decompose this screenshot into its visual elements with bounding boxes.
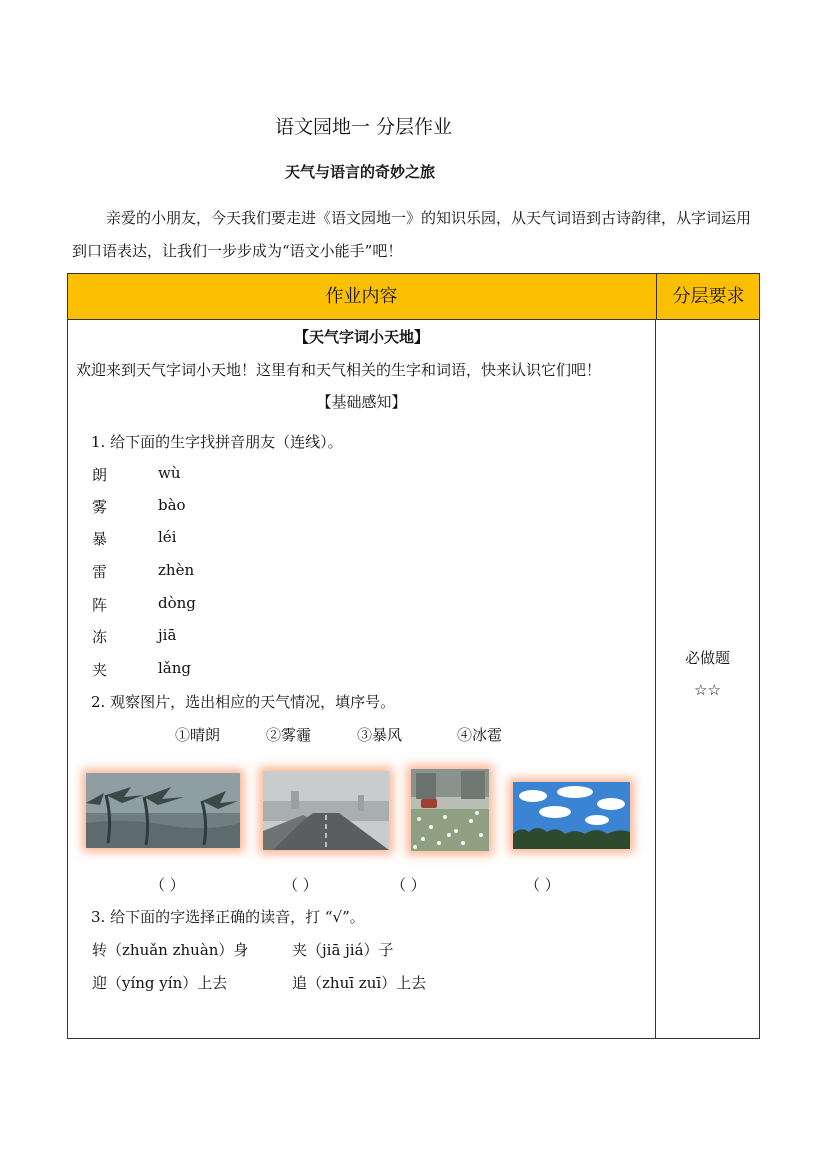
section-title: 【天气字词小天地】 [293,328,429,346]
q1-pinyin: lǎng [158,659,192,677]
q3-prompt: 3. 给下面的字选择正确的读音，打 “√”。 [91,908,365,926]
q2-blank: （ ） [283,876,318,894]
section-sub: 【基础感知】 [316,393,407,411]
q1-prompt: 1. 给下面的生字找拼音朋友（连线）。 [91,433,343,451]
q1-pinyin: zhèn [158,561,195,579]
q2-prompt: 2. 观察图片，选出相应的天气情况，填序号。 [91,693,396,711]
q1-pinyin: bào [158,496,186,514]
smog-photo [263,771,389,850]
q2-option: ④冰雹 [457,726,503,744]
section-welcome: 欢迎来到天气字词小天地！这里有和天气相关的生字和词语，快来认识它们吧！ [76,361,602,379]
intro-paragraph: 亲爱的小朋友，今天我们要走进《语文园地一》的知识乐园，从天气词语到古诗韵律，从字词运用到口语表达，让我们一步步成为“语文小能手”吧！ [72,209,752,260]
page-title: 语文园地一 分层作业 [274,116,453,138]
requirement-label: 必做题 [684,649,730,667]
q3-item: 转（zhuǎn zhuàn）身 [92,941,249,959]
q2-blank: （ ） [525,876,560,894]
subtitle: 天气与语言的奇妙之旅 [284,163,435,181]
requirement-stars: ☆☆ [694,681,721,699]
q1-char: 雷 [92,563,108,581]
q1-char: 雾 [92,498,108,516]
q2-option: ③暴风 [357,726,403,744]
q1-char: 冻 [92,628,108,646]
q2-blank: （ ） [150,876,185,894]
sunny-photo [513,782,630,849]
q2-blank: （ ） [391,876,426,894]
q2-option: ①晴朗 [175,726,221,744]
hail-photo [411,769,489,851]
header-requirement: 分层要求 [656,274,760,319]
q1-char: 阵 [92,596,108,614]
q1-char: 朗 [92,466,108,484]
homework-table [67,273,760,1039]
q1-char: 暴 [92,530,108,548]
q1-pinyin: léi [158,528,177,546]
q1-pinyin: dòng [158,594,196,612]
q1-char: 夹 [92,661,108,679]
q1-pinyin: wù [158,464,181,482]
storm-photo [86,773,240,848]
q3-item: 追（zhuī zuī）上去 [292,974,427,992]
table-header [68,274,759,320]
requirement-cell [656,642,759,706]
q3-item: 夹（jiā jiá）子 [292,941,394,959]
q3-item: 迎（yíng yín）上去 [92,974,228,992]
header-content: 作业内容 [325,286,398,307]
q2-option: ②雾霾 [266,726,312,744]
q1-pinyin: jiā [158,626,177,644]
